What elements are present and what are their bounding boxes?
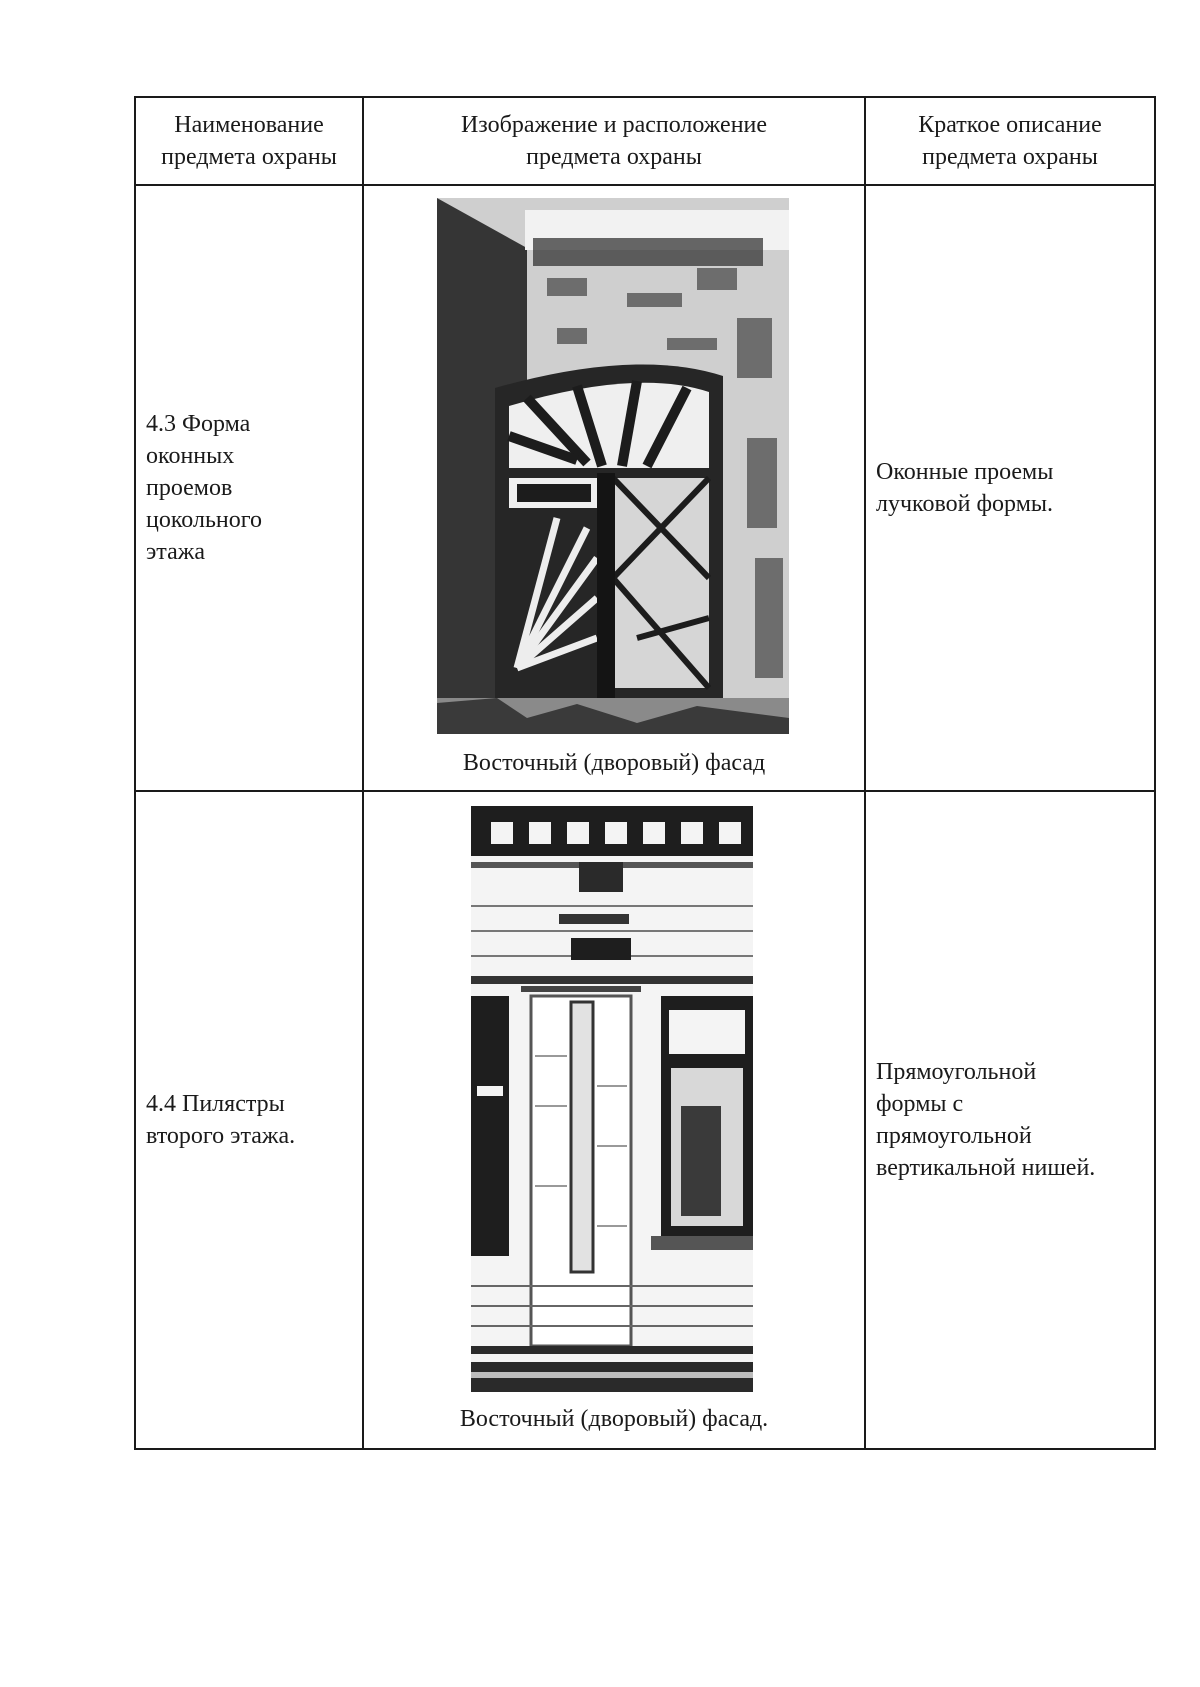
- header-image-line: Изображение и расположение: [460, 112, 768, 138]
- row-name-line: 4.3 Форма: [146, 411, 251, 437]
- row-name-line: второго этажа.: [146, 1123, 296, 1149]
- row-name-cell: [135, 791, 363, 1449]
- window-photo: [437, 198, 789, 734]
- row-name-line: проемов: [146, 475, 233, 501]
- header-image-line: предмета охраны: [526, 144, 702, 170]
- header-name: [135, 97, 363, 185]
- protection-table: [134, 96, 1156, 1450]
- row-name-line: цокольного: [146, 507, 262, 533]
- header-description: [865, 97, 1155, 185]
- header-description-line: предмета охраны: [922, 144, 1098, 170]
- row-description-cell: [865, 791, 1155, 1449]
- row-description-line: вертикальной нишей.: [876, 1155, 1096, 1181]
- table-row: [135, 791, 1155, 1449]
- header-image: [363, 97, 865, 185]
- table-header-row: [135, 97, 1155, 185]
- row-description-line: формы с: [876, 1091, 964, 1117]
- table-row: [135, 185, 1155, 791]
- row-description-cell: [865, 185, 1155, 791]
- row-name-line: этажа: [146, 539, 205, 565]
- pilaster-photo: [471, 806, 753, 1392]
- row-description-line: Прямоугольной: [876, 1059, 1037, 1085]
- row-description-line: Оконные проемы: [876, 459, 1054, 485]
- row-description-line: прямоугольной: [876, 1123, 1032, 1149]
- row-image-cell: [363, 791, 865, 1449]
- row-image-cell: [363, 185, 865, 791]
- image-caption: Восточный (дворовый) фасад: [462, 750, 766, 776]
- image-caption: Восточный (дворовый) фасад.: [459, 1406, 769, 1432]
- header-name-line: Наименование: [174, 112, 324, 138]
- header-name-line: предмета охраны: [161, 144, 337, 170]
- row-name-line: 4.4 Пилястры: [146, 1091, 285, 1117]
- row-name-line: оконных: [146, 443, 235, 469]
- row-description-line: лучковой формы.: [876, 491, 1053, 517]
- header-description-line: Краткое описание: [918, 112, 1102, 138]
- row-name-cell: [135, 185, 363, 791]
